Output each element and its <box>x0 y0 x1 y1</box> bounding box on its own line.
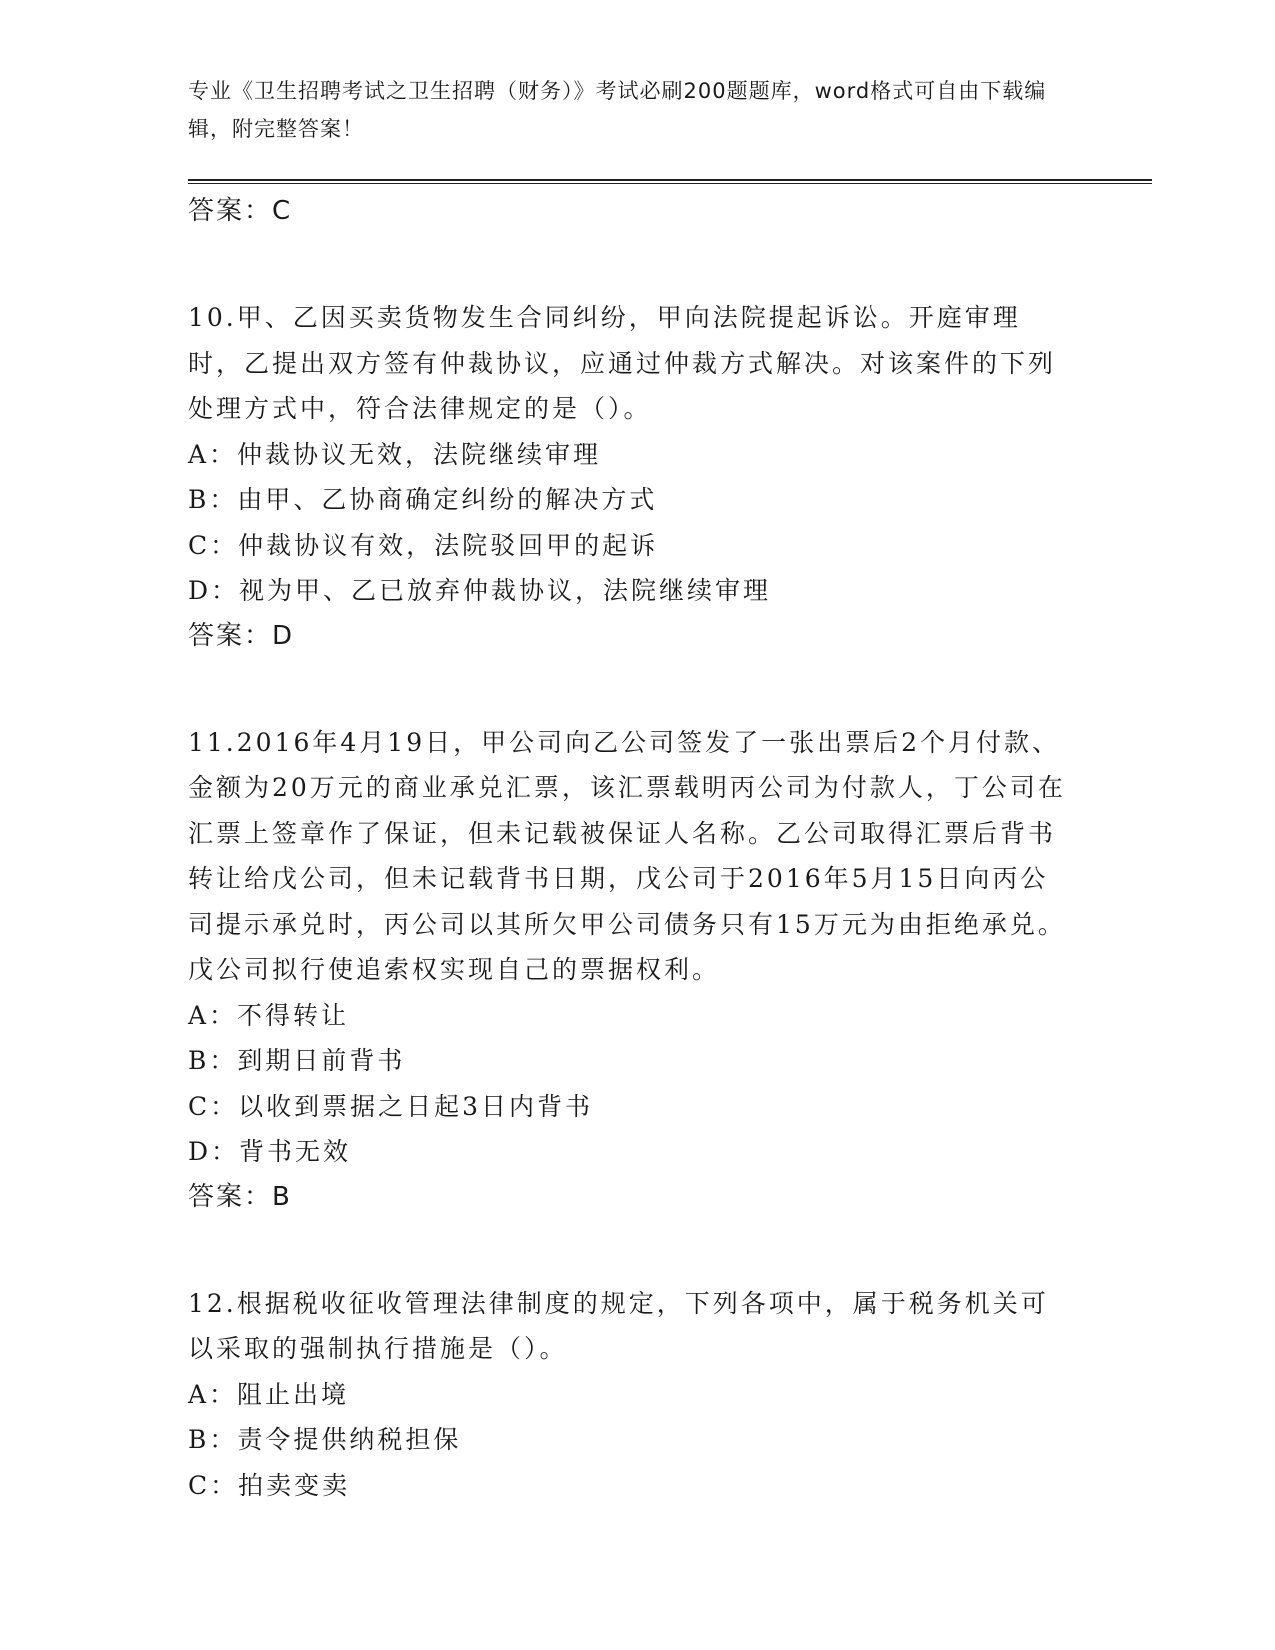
option-c: C：仲裁协议有效，法院驳回甲的起诉 <box>188 530 659 560</box>
option-d: D：视为甲、乙已放弃仲裁协议，法院继续审理 <box>188 576 772 605</box>
option-c: C：以收到票据之日起3日内背书 <box>188 1091 594 1121</box>
document-header: 专业《卫生招聘考试之卫生招聘（财务）》考试必刷200题题库，word格式可自由下载编辑，附完整答案！ <box>188 79 1047 141</box>
option-a: A：阻止出境 <box>188 1379 350 1409</box>
option-a: A：不得转让 <box>188 1000 350 1030</box>
option-b: B：责令提供纳税担保 <box>188 1425 462 1454</box>
option-a: A：仲裁协议无效，法院继续审理 <box>188 439 602 469</box>
header-rule-thick <box>188 179 1152 181</box>
answer-label: 答案：B <box>188 1181 292 1212</box>
question-block <box>188 1281 1068 1509</box>
question-text: 10.甲、乙因买卖货物发生合同纠纷，甲向法院提起诉讼。开庭审理时，乙提出双方签有仲裁协议，应通过仲裁方式解决。对该案件的下列处理方式中，符合法律规定的是（）。 <box>188 303 1057 423</box>
answer-label: 答案：D <box>188 620 295 651</box>
question-block <box>188 720 1068 1219</box>
question-text: 12.根据税收征收管理法律制度的规定，下列各项中，属于税务机关可以采取的强制执行措施是（）。 <box>188 1288 1049 1363</box>
header-rule-thin <box>188 183 1152 184</box>
question-content <box>188 189 1068 1508</box>
question-block <box>188 295 1068 658</box>
option-c: C：拍卖变卖 <box>188 1470 351 1500</box>
option-d: D：背书无效 <box>188 1137 352 1166</box>
answer-label: 答案：C <box>188 196 293 226</box>
option-b: B：由甲、乙协商确定纠纷的解决方式 <box>188 485 658 514</box>
question-text: 11.2016年4月19日，甲公司向乙公司签发了一张出票后2个月付款、金额为20万元的商业承兑汇票，该汇票载明丙公司为付款人，丁公司在汇票上签章作了保证，但未记载被保证人名称。乙公司取得汇票后背书转让给戊公司，但未记载背书日期，戊公司于2016年5月15日向丙公司提示承兑时，丙公司以其所欠甲公司债务只有15万元为由拒绝承兑。戊公司拟行使追索权实现自己的票据权利。 <box>188 727 1066 984</box>
option-b: B：到期日前背书 <box>188 1046 406 1075</box>
